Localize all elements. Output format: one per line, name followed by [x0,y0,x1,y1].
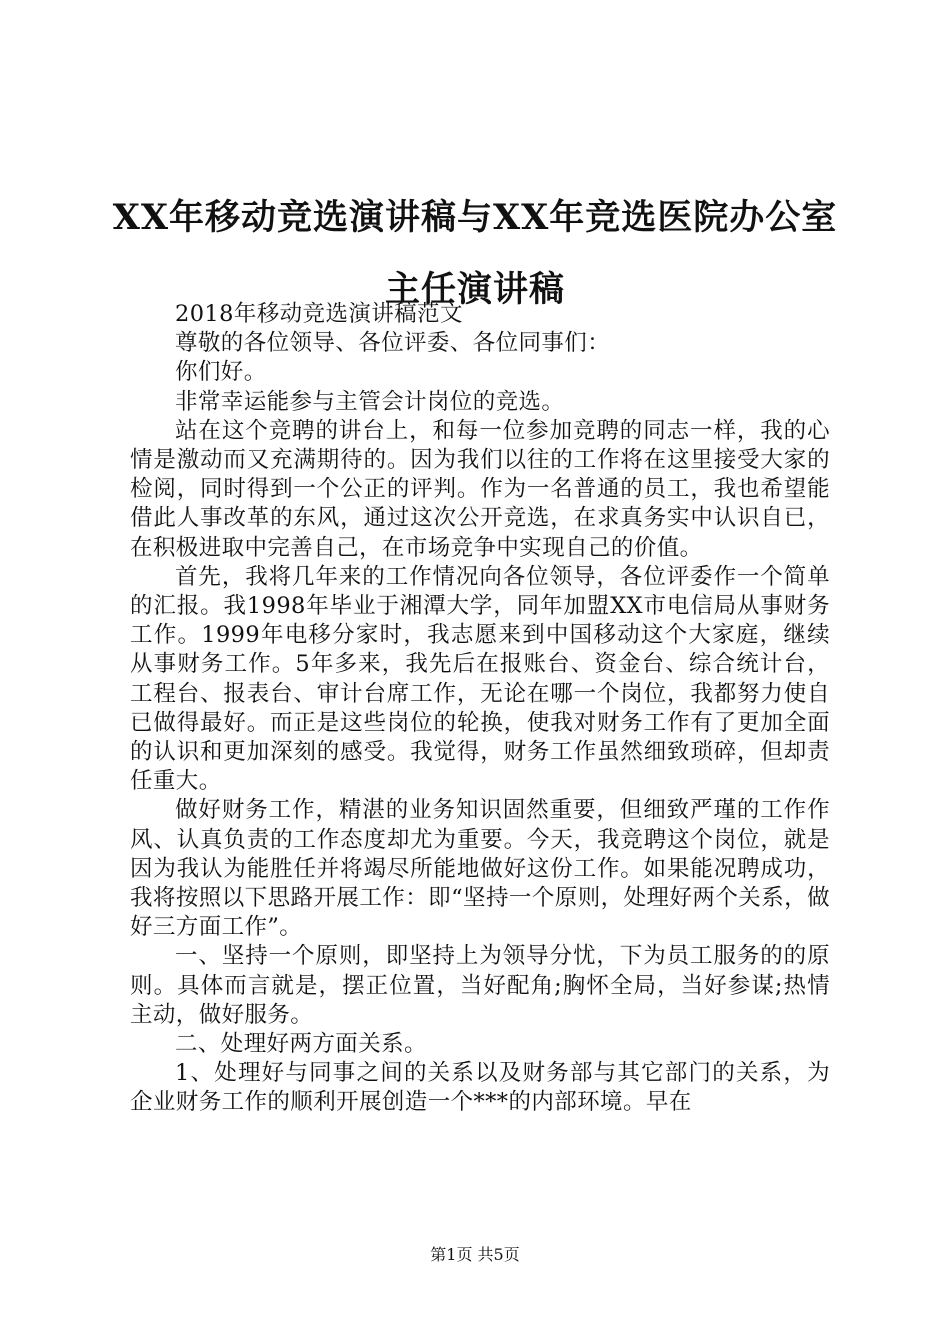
paragraph-body: 一、坚持一个原则，即坚持上为领导分忧，下为员工服务的的原则。具体而言就是，摆正位置，当好配角;胸怀全局，当好参谋;热情主动，做好服务。 [130,943,830,1028]
title-line-1: XX年移动竞选演讲稿与XX年竞选医院办公室 [112,197,838,238]
paragraph-salutation: 尊敬的各位领导、各位评委、各位同事们： [175,330,611,357]
paragraph-body: 1、处理好与同事之间的关系以及财务部与其它部门的关系，为企业财务工作的顺利开展创造一个***的内部环境。早在 [130,1060,830,1116]
paragraph-body: 首先，我将几年来的工作情况向各位领导，各位评委作一个简单的汇报。我1998年毕业于湘潭大学，同年加盟XX市电信局从事财务工作。1999年电移分家时，我志愿来到中国移动这个大家庭，继续从事财务工作。5年多来，我先后在报账台、资金台、综合统计台，工程台、报表台、审计台席工作，无论在哪一个岗位，我都努力使自已做得最好。而正是这些岗位的轮换，使我对财务工作有了更加全面的认识和更加深刻的感受。我觉得，财务工作虽然细致琐碎，但却责任重大。 [130,563,830,795]
document-body [130,300,830,1118]
paragraph-intro: 非常幸运能参与主管会计岗位的竞选。 [175,388,565,415]
paragraph-body: 做好财务工作，精湛的业务知识固然重要，但细致严瑾的工作作风、认真负责的工作态度却尤为重要。今天，我竞聘这个岗位，就是因为我认为能胜任并将竭尽所能地做好这份工作。如果能况聘成功，我将按照以下思路开展工作：即“坚持一个原则，处理好两个关系，做好三方面工作”。 [130,797,830,941]
paragraph-greeting: 你们好。 [175,359,267,386]
paragraph-body: 站在这个竞聘的讲台上，和每一位参加竞聘的同志一样，我的心情是激动而又充满期待的。因为我们以往的工作将在这里接受大家的检阅，同时得到一个公正的评判。作为一名普通的员工，我也希望能借此人事改革的东风，通过这次公开竞选，在求真务实中认识自已，在积极进取中完善自己，在市场竞争中实现自己的价值。 [130,417,830,561]
paragraph-body: 二、处理好两方面关系。 [175,1031,427,1058]
title-line-2: 主任演讲稿 [384,269,565,310]
page-number-footer: 第1页 共5页 [430,1245,520,1264]
paragraph-subtitle: 2018年移动竞选演讲稿范文 [175,301,463,327]
